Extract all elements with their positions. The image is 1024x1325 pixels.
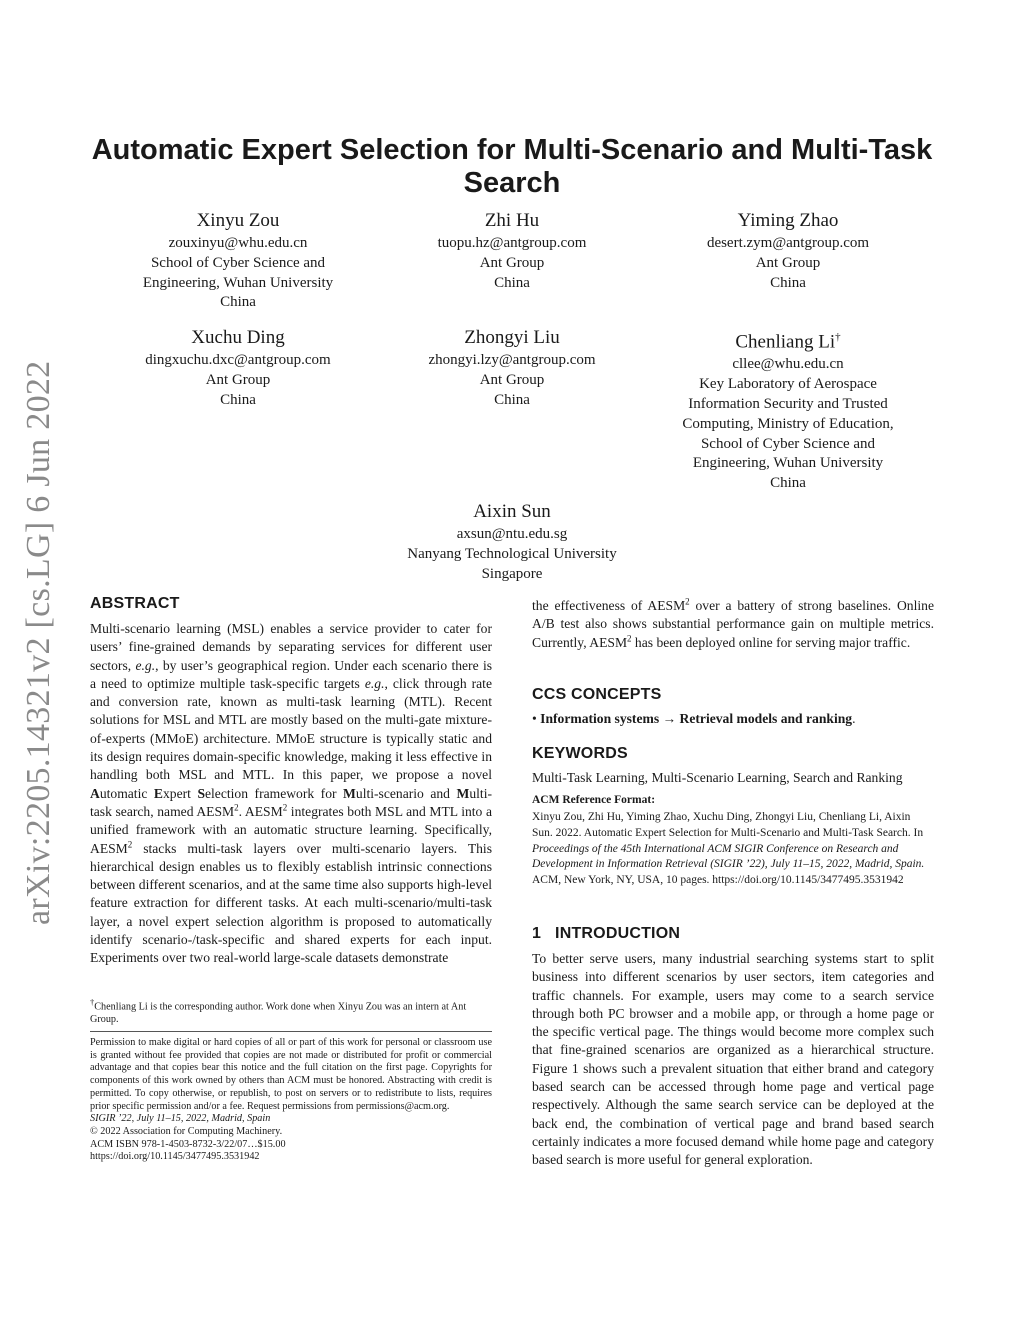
author-email: desert.zym@antgroup.com (706, 235, 870, 251)
introduction-heading: 1 INTRODUCTION (532, 925, 681, 942)
author-block (118, 325, 358, 410)
keywords-heading: KEYWORDS (532, 745, 628, 762)
author-affiliation: Nanyang Technological University (407, 545, 617, 562)
author-affiliation: School of Cyber Science and Engineering, Wuhan University (142, 254, 334, 291)
keywords-text: Multi-Task Learning, Multi-Scenario Learning, Search and Ranking (532, 770, 903, 785)
acm-reference-heading: ACM Reference Format: (532, 794, 656, 806)
permission-text: Permission to make digital or hard copies of all or part of this work for personal or classroom use is granted without fee provided that copies are not made or distributed for profit or commercial advantage and that copies bear this notice and the full citation on the first page. Copyrights for components of this work owned by others than ACM must be honored. Abstracting with credit is permitted. To copy otherwise, or republish, to post on servers or to redistribute to lists, requires prior specific permission and/or a fee. Request permissions from permissions@acm.org. (90, 1037, 492, 1112)
doi-link[interactable]: https://doi.org/10.1145/3477495.3531942 (90, 1151, 260, 1163)
author-affiliation: Ant Group (205, 371, 271, 388)
author-affiliation: Ant Group (479, 254, 545, 271)
acm-reference-text: Xinyu Zou, Zhi Hu, Yiming Zhao, Xuchu Ding, Zhongyi Liu, Chenliang Li, Aixin Sun. 2022. Automatic Expert Selection for Multi-Scenario and Multi-Task Search. In Proceedings of the 45th International ACM SIGIR Conference on Research and Development in Information Retrieval (SIGIR ’22), July 11–15, 2022, Madrid, Spain. ACM, New York, NY, USA, 10 pages. https://doi.org/10.1145/3477495.3531942 (532, 811, 925, 887)
author-country: China (770, 274, 806, 291)
author-affiliation: Ant Group (755, 254, 821, 271)
author-affiliation: Key Laboratory of Aerospace Information Security and Trusted Computing, Ministry of Education, School of Cyber Science and Engineering, Wuhan University (682, 376, 894, 472)
author-email: cllee@whu.edu.cn (732, 356, 844, 373)
author-name: Yiming Zhao (737, 210, 839, 231)
permission-block (90, 1037, 492, 1164)
isbn-line: ACM ISBN 978-1-4503-8732-3/22/07…$15.00 (90, 1138, 286, 1150)
author-email: axsun@ntu.edu.sg (456, 526, 568, 542)
author-block (662, 208, 914, 293)
author-block (392, 208, 632, 293)
author-name: Xinyu Zou (196, 210, 280, 231)
permission-divider (90, 1031, 492, 1032)
paper-title: Automatic Expert Selection for Multi-Scenario and Multi-Task Search (91, 134, 933, 199)
arxiv-identifier: arXiv:2205.14321v2 [cs.LG] 6 Jun 2022 (20, 360, 57, 925)
author-block (392, 325, 632, 410)
author-name: Zhongyi Liu (464, 327, 560, 348)
abstract-text: Multi-scenario learning (MSL) enables a service provider to cater for users’ fine-grained demands by separating services for different user sectors, e.g., by user’s geographical region. Under each scenario there is a need to optimize multiple task-specific targets e.g., click through rate and conversion rate, known as multi-task learning (MTL). Recent solutions for MSL and MTL are mostly based on the multi-gate mixture-of-experts (MMoE) architecture. MMoE structure is typically static and its design requires domain-specific knowledge, making it less effective in handling both MSL and MTL. In this paper, we propose a novel Automatic Expert Selection framework for Multi-scenario and Multi-task search, named AESM$^2$. AESM$^2$ integrates both MSL and MTL into a unified framework with an automatic structure learning. Specifically, AESM$^2$ stacks multi-task layers over multi-scenario layers. This hierarchical design enables us to flexibly establish intrinsic connections between different scenarios, and at the same time also supports high-level feature extraction for different tasks. At each multi-scenario/multi-task layer, a novel expert selection algorithm is proposed to automatically identify scenario-/task-specific and shared experts for each input. Experiments over two real-world large-scale datasets demonstrate (90, 621, 493, 966)
author-name: Zhi Hu (484, 210, 540, 231)
ccs-concepts: • Information systems → Retrieval models and ranking. (532, 711, 856, 726)
author-block (662, 325, 914, 494)
author-name: Xuchu Ding (191, 327, 285, 348)
author-block (118, 208, 358, 313)
author-email: tuopu.hz@antgroup.com (437, 235, 587, 251)
author-country: China (220, 391, 256, 408)
author-block (362, 499, 662, 584)
author-country: China (494, 391, 530, 408)
copyright-line: © 2022 Association for Computing Machinery. (90, 1125, 283, 1137)
ccs-heading: CCS CONCEPTS (532, 686, 662, 703)
corresponding-mark: † (835, 331, 841, 343)
abstract-heading: ABSTRACT (90, 595, 180, 612)
conference-line: SIGIR ’22, July 11–15, 2022, Madrid, Spain (90, 1113, 271, 1125)
author-name: Chenliang Li† (735, 331, 841, 353)
author-email: dingxuchu.dxc@antgroup.com (145, 352, 331, 368)
introduction-text: To better serve users, many industrial searching systems start to split business into different scenarios by user sectors, item categories and traffic channels. For example, users may come to a search service through both PC browser and a mobile app, or through a home page or the specific vertical page. The things would become more complex such that fine-grained scenarios are organized as a hierarchical structure. Figure 1 shows such a prevalent situation that either brand and category based search can be accessed through home page and vertical page respectively. Although the same search service can be deployed at the back end, the combination of vertical page and brand based search certainly indicates a more focused demand while home page and category based search is more useful for general exploration. (532, 951, 934, 1168)
author-country: China (494, 274, 530, 291)
corresponding-author-footnote: †Chenliang Li is the corresponding author. Work done when Xinyu Zou was an intern at Ant Group. (90, 997, 467, 1025)
author-email: zouxinyu@whu.edu.cn (168, 235, 308, 251)
author-country: China (770, 475, 806, 492)
author-email: zhongyi.lzy@antgroup.com (428, 352, 596, 368)
author-country: Singapore (481, 565, 543, 582)
author-affiliation: Ant Group (479, 371, 545, 388)
author-name: Aixin Sun (473, 501, 551, 522)
author-country: China (220, 294, 256, 311)
abstract-continued: the effectiveness of AESM$^2$ over a battery of strong baselines. Online A/B test also shows substantial performance gain on multiple metrics. Currently, AESM$^2$ has been deployed online for serving major traffic. (532, 596, 934, 650)
